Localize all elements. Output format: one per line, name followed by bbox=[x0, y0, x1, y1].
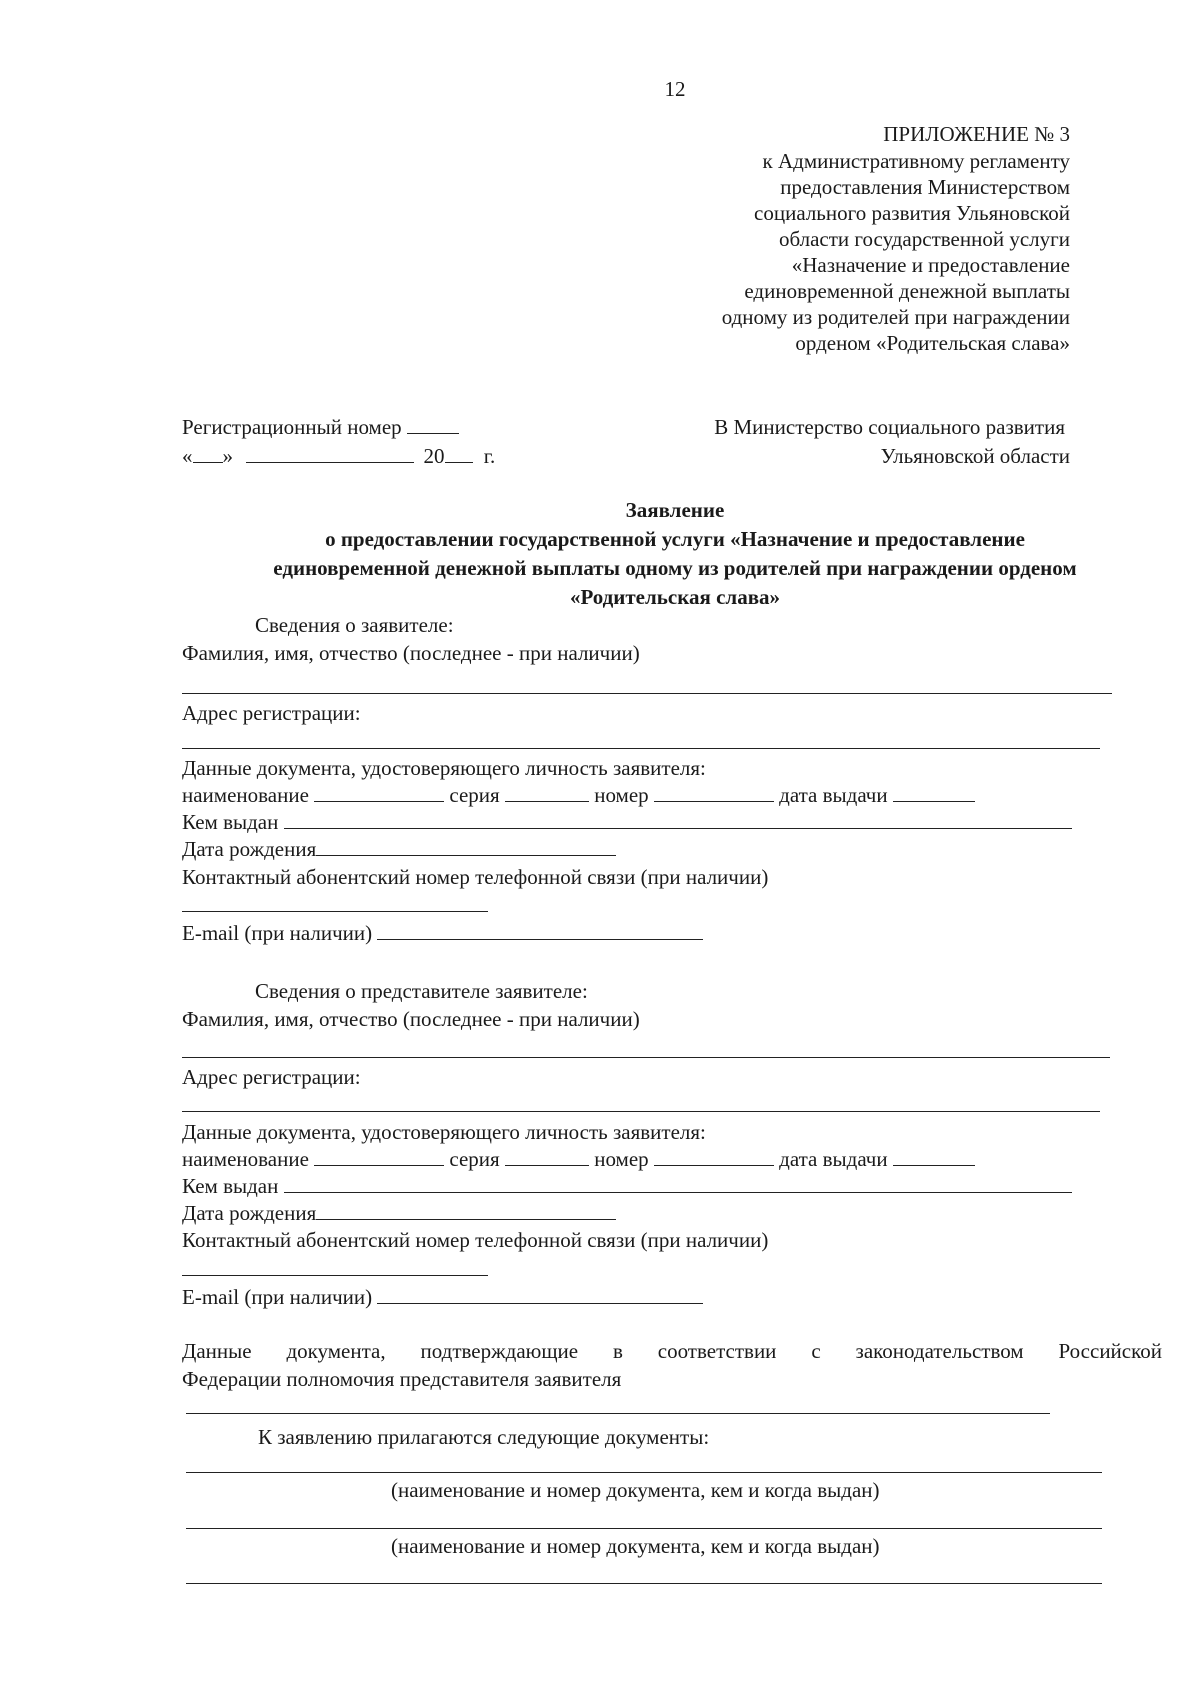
id-number-field[interactable] bbox=[654, 783, 774, 802]
appendix-title: ПРИЛОЖЕНИЕ № 3 bbox=[883, 122, 1070, 146]
authority-doc-label: Данные документа, подтверждающие в соответствии с законодательством Российской bbox=[182, 1339, 1162, 1363]
representative-fio-label: Фамилия, имя, отчество (последнее - при наличии) bbox=[182, 1007, 640, 1031]
representative-fio-field[interactable] bbox=[182, 1057, 1110, 1058]
id-issue-date-label: дата выдачи bbox=[779, 783, 888, 807]
applicant-fio-label: Фамилия, имя, отчество (последнее - при наличии) bbox=[182, 641, 640, 665]
appendix-line: социального развития Ульяновской bbox=[754, 201, 1070, 225]
representative-id-doc-label: Данные документа, удостоверяющего личность заявителя: bbox=[182, 1120, 706, 1144]
attachment-field[interactable] bbox=[186, 1583, 1102, 1584]
appendix-block bbox=[510, 121, 1070, 356]
appendix-line: «Назначение и предоставление bbox=[791, 253, 1070, 277]
page-title: Заявление bbox=[625, 498, 725, 522]
birth-date-label: Дата рождения bbox=[182, 837, 317, 861]
representative-id-doc-row bbox=[182, 1146, 975, 1172]
applicant-phone-field[interactable] bbox=[182, 911, 488, 912]
applicant-id-doc-label: Данные документа, удостоверяющего личность заявителя: bbox=[182, 756, 706, 780]
attachments-title: К заявлению прилагаются следующие документы: bbox=[258, 1425, 710, 1449]
id-name-field[interactable] bbox=[314, 1147, 444, 1166]
year-suffix: г. bbox=[483, 444, 496, 468]
representative-address-label: Адрес регистрации: bbox=[182, 1065, 361, 1089]
authority-doc-label: Федерации полномочия представителя заявителя bbox=[182, 1367, 622, 1391]
representative-email-row bbox=[182, 1284, 703, 1310]
representative-issued-by-row bbox=[182, 1173, 1072, 1199]
page-number: 12 bbox=[664, 77, 686, 101]
attachment-field[interactable] bbox=[186, 1528, 1102, 1529]
appendix-line: одному из родителей при награждении bbox=[721, 305, 1070, 329]
id-issue-date-label: дата выдачи bbox=[779, 1147, 888, 1171]
applicant-id-doc-row bbox=[182, 782, 975, 808]
recipient-line: Ульяновской области bbox=[880, 444, 1070, 468]
issued-by-field[interactable] bbox=[284, 810, 1072, 829]
issued-by-field[interactable] bbox=[284, 1174, 1072, 1193]
date-close-quote: » bbox=[222, 444, 233, 468]
representative-phone-field[interactable] bbox=[182, 1275, 488, 1276]
date-open-quote: « bbox=[182, 444, 193, 468]
applicant-email-row bbox=[182, 920, 703, 946]
appendix-line: орденом «Родительская слава» bbox=[795, 331, 1070, 355]
id-series-field[interactable] bbox=[505, 783, 589, 802]
page-subtitle: о предоставлении государственной услуги «Назначение и предоставление bbox=[325, 527, 1025, 551]
id-name-label: наименование bbox=[182, 1147, 309, 1171]
attachment-caption: (наименование и номер документа, кем и когда выдан) bbox=[391, 1534, 880, 1558]
id-series-label: серия bbox=[449, 783, 500, 807]
appendix-line: единовременной денежной выплаты bbox=[744, 279, 1070, 303]
representative-birth-date-row bbox=[182, 1200, 616, 1226]
registration-date bbox=[182, 443, 495, 469]
representative-address-field[interactable] bbox=[182, 1111, 1100, 1112]
id-series-field[interactable] bbox=[505, 1147, 589, 1166]
year-field[interactable] bbox=[445, 444, 473, 463]
recipient-line: В Министерство социального развития bbox=[714, 415, 1065, 439]
appendix-line: к Административному регламенту bbox=[762, 149, 1070, 173]
id-number-label: номер bbox=[594, 783, 649, 807]
appendix-line: области государственной услуги bbox=[778, 227, 1070, 251]
day-field[interactable] bbox=[193, 444, 223, 463]
id-issue-date-field[interactable] bbox=[893, 1147, 975, 1166]
id-number-field[interactable] bbox=[654, 1147, 774, 1166]
page-subtitle: «Родительская слава» bbox=[569, 585, 781, 609]
id-number-label: номер bbox=[594, 1147, 649, 1171]
applicant-address-field[interactable] bbox=[182, 748, 1100, 749]
registration-number bbox=[182, 414, 459, 440]
issued-by-label: Кем выдан bbox=[182, 1174, 279, 1198]
email-label: E-mail (при наличии) bbox=[182, 1285, 373, 1309]
id-series-label: серия bbox=[449, 1147, 500, 1171]
applicant-section-title: Сведения о заявителе: bbox=[255, 613, 454, 637]
year-prefix: 20 bbox=[423, 444, 445, 468]
appendix-line: предоставления Министерством bbox=[780, 175, 1070, 199]
issued-by-label: Кем выдан bbox=[182, 810, 279, 834]
attachment-caption: (наименование и номер документа, кем и когда выдан) bbox=[391, 1478, 880, 1502]
birth-date-label: Дата рождения bbox=[182, 1201, 317, 1225]
month-field[interactable] bbox=[246, 444, 414, 463]
registration-number-label: Регистрационный номер bbox=[182, 415, 402, 439]
applicant-phone-label: Контактный абонентский номер телефонной связи (при наличии) bbox=[182, 865, 769, 889]
applicant-birth-date-row bbox=[182, 836, 616, 862]
id-name-field[interactable] bbox=[314, 783, 444, 802]
birth-date-field[interactable] bbox=[316, 1201, 616, 1220]
applicant-fio-field[interactable] bbox=[182, 693, 1112, 694]
id-issue-date-field[interactable] bbox=[893, 783, 975, 802]
page-subtitle: единовременной денежной выплаты одному из родителей при награждении орденом bbox=[273, 556, 1077, 580]
attachment-field[interactable] bbox=[186, 1472, 1102, 1473]
email-label: E-mail (при наличии) bbox=[182, 921, 373, 945]
email-field[interactable] bbox=[377, 1285, 703, 1304]
applicant-address-label: Адрес регистрации: bbox=[182, 701, 361, 725]
birth-date-field[interactable] bbox=[316, 837, 616, 856]
registration-number-field[interactable] bbox=[407, 415, 459, 434]
representative-phone-label: Контактный абонентский номер телефонной связи (при наличии) bbox=[182, 1228, 769, 1252]
id-name-label: наименование bbox=[182, 783, 309, 807]
applicant-issued-by-row bbox=[182, 809, 1072, 835]
email-field[interactable] bbox=[377, 921, 703, 940]
authority-doc-field[interactable] bbox=[186, 1413, 1050, 1414]
representative-section-title: Сведения о представителе заявителе: bbox=[255, 979, 588, 1003]
